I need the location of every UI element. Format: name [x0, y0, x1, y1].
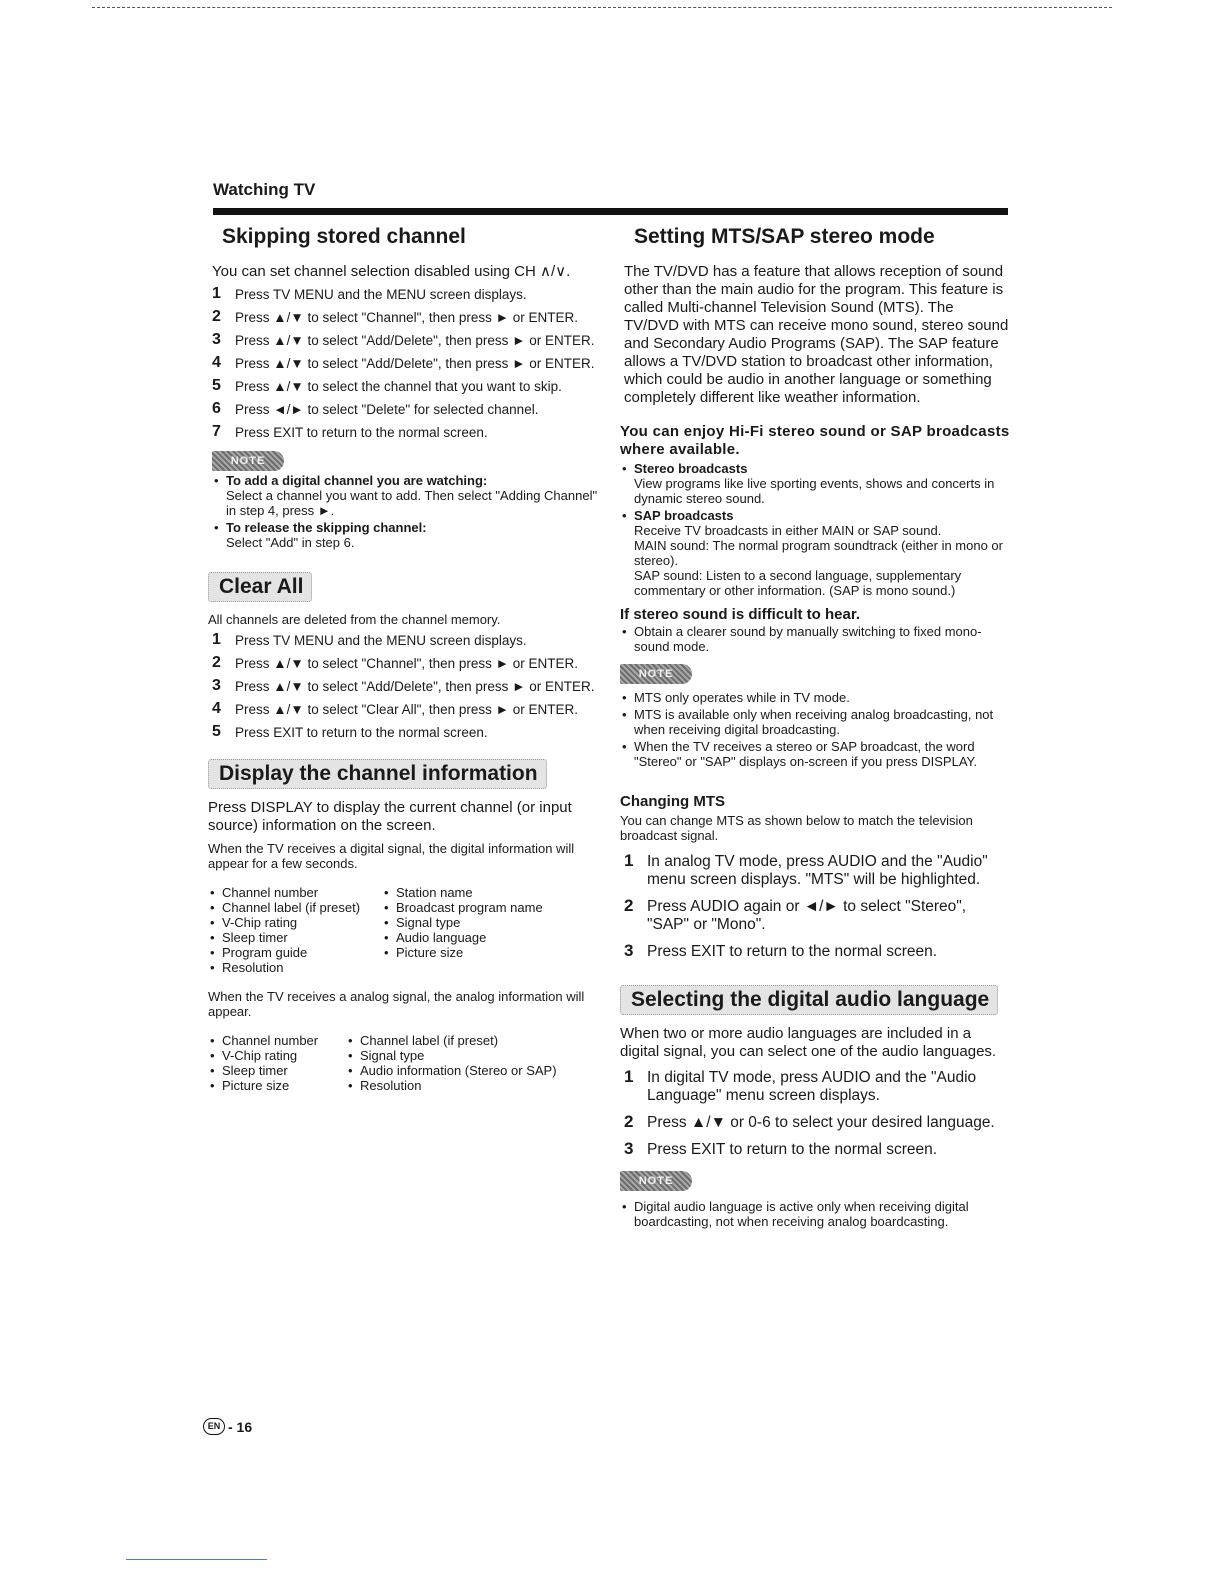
digital-info-text: When the TV receives a digital signal, the digital information will appear for a few seconds.	[208, 841, 575, 871]
note-item: • When the TV receives a stereo or SAP broadcast, the word "Stereo" or "SAP" displays on-screen if you press DISPLAY.	[620, 739, 1012, 769]
difficult-list	[620, 624, 1012, 654]
display-info-title: Display the channel information	[208, 759, 547, 789]
skip-step: 4 Press ▲/▼ to select "Add/Delete", then press ► or ENTER.	[212, 354, 595, 371]
clear-steps	[208, 633, 601, 741]
broadcast-types-list	[620, 461, 1012, 598]
note-badge-icon: NOTE	[212, 451, 284, 471]
skip-step: 1 Press TV MENU and the MENU screen displays.	[212, 285, 527, 302]
changing-step: 2 Press AUDIO again or ◄/► to select "Stereo", "SAP" or "Mono".	[624, 896, 967, 933]
difficult-heading: If stereo sound is difficult to hear.	[620, 606, 861, 623]
list-item: • Obtain a clearer sound by manually switching to fixed mono-sound mode.	[620, 624, 1012, 654]
page-footer	[203, 1418, 252, 1435]
mts-note-list	[620, 690, 1012, 769]
skip-step: 5 Press ▲/▼ to select the channel that you want to skip.	[212, 377, 562, 394]
list-item: • Broadcast program name	[382, 900, 582, 915]
bottom-link-line	[126, 1559, 267, 1560]
top-dashed-line	[92, 7, 1112, 8]
clear-step: 2 Press ▲/▼ to select "Channel", then press ► or ENTER.	[212, 654, 579, 671]
list-item: • SAP broadcasts Receive TV broadcasts in either MAIN or SAP sound. MAIN sound: The normal program soundtrack (either in mono or stereo). SAP sound: Listen to a second language, supplementary commentary or other information. (SAP is mono sound.)	[620, 508, 1012, 598]
changing-mts-intro: You can change MTS as shown below to match the television broadcast signal.	[620, 813, 973, 843]
list-item: • Audio language	[382, 930, 582, 945]
changing-step: 1 In analog TV mode, press AUDIO and the "Audio" menu screen displays. "MTS" will be highlighted.	[624, 851, 988, 888]
list-item: • Signal type	[346, 1048, 586, 1063]
skip-step: 6 Press ◄/► to select "Delete" for selected channel.	[212, 400, 539, 417]
en-language-icon: EN	[203, 1418, 225, 1435]
note-badge-icon: NOTE	[620, 1171, 692, 1191]
language-step: 3 Press EXIT to return to the normal screen.	[624, 1139, 938, 1158]
skip-step: 3 Press ▲/▼ to select "Add/Delete", then press ► or ENTER.	[212, 331, 595, 348]
analog-info-col2	[346, 1033, 586, 1093]
note-item: • MTS only operates while in TV mode.	[620, 690, 1012, 705]
list-item: • Channel label (if preset)	[208, 900, 380, 915]
list-item: • Audio information (Stereo or SAP)	[346, 1063, 586, 1078]
skip-intro: You can set channel selection disabled using CH ∧/∨.	[212, 263, 571, 280]
clear-step: 5 Press EXIT to return to the normal screen.	[212, 723, 488, 740]
changing-mts-steps	[620, 853, 1012, 961]
list-item: • Channel number	[208, 1033, 344, 1048]
header-rule	[213, 208, 1008, 215]
analog-info-col1	[208, 1033, 344, 1093]
language-note-list	[620, 1199, 1012, 1229]
digital-info-grid	[208, 885, 601, 975]
display-intro: Press DISPLAY to display the current channel (or input source) information on the screen.	[208, 799, 572, 834]
list-item: • Picture size	[382, 945, 582, 960]
section-header: Watching TV	[213, 180, 316, 199]
list-item: • Resolution	[346, 1078, 586, 1093]
list-item: • Station name	[382, 885, 582, 900]
list-item: • V-Chip rating	[208, 915, 380, 930]
skip-note-list	[208, 473, 601, 550]
audio-language-intro: When two or more audio languages are included in a digital signal, you can select one of the audio languages.	[620, 1025, 997, 1060]
note-item: • Digital audio language is active only when receiving digital boardcasting, not when receiving analog boardcasting.	[620, 1199, 1012, 1229]
language-step: 1 In digital TV mode, press AUDIO and the "Audio Language" menu screen displays.	[624, 1067, 977, 1104]
audio-language-steps	[620, 1069, 1012, 1159]
list-item: • Resolution	[208, 960, 380, 975]
skip-steps	[208, 287, 601, 441]
language-step: 2 Press ▲/▼ or 0-6 to select your desired language.	[624, 1112, 995, 1131]
skip-step: 7 Press EXIT to return to the normal screen.	[212, 423, 488, 440]
list-item: • Channel label (if preset)	[346, 1033, 586, 1048]
note-item: • To add a digital channel you are watching: Select a channel you want to add. Then select "Adding Channel" in step 4, press ►.	[212, 473, 601, 518]
left-column	[208, 225, 601, 1093]
clear-step: 1 Press TV MENU and the MENU screen displays.	[212, 631, 527, 648]
audio-language-title: Selecting the digital audio language	[620, 985, 998, 1015]
note-item: • MTS is available only when receiving analog broadcasting, not when receiving digital broadcasting.	[620, 707, 1012, 737]
digital-info-col1	[208, 885, 380, 975]
digital-info-col2	[382, 885, 582, 975]
changing-step: 3 Press EXIT to return to the normal screen.	[624, 941, 938, 960]
skip-step: 2 Press ▲/▼ to select "Channel", then press ► or ENTER.	[212, 308, 579, 325]
hifi-heading: You can enjoy Hi-Fi stereo sound or SAP broadcasts where available.	[620, 423, 1010, 458]
right-column	[620, 225, 1012, 1231]
list-item: • Stereo broadcasts View programs like live sporting events, shows and concerts in dynamic stereo sound.	[620, 461, 1012, 506]
note-badge-icon: NOTE	[620, 664, 692, 684]
page-number: - 16	[228, 1418, 253, 1435]
list-item: • Picture size	[208, 1078, 344, 1093]
list-item: • V-Chip rating	[208, 1048, 344, 1063]
analog-info-grid	[208, 1033, 601, 1093]
clear-all-title: Clear All	[208, 572, 312, 602]
changing-mts-heading: Changing MTS	[620, 793, 725, 810]
analog-info-text: When the TV receives a analog signal, the analog information will appear.	[208, 989, 585, 1019]
mts-intro: The TV/DVD has a feature that allows reception of sound other than the main audio for the program. This feature is called Multi-channel Television Sound (MTS). The TV/DVD with MTS can receive mono sound, stereo sound and Secondary Audio Programs (SAP). The SAP feature allows a TV/DVD station to broadcast other information, which could be audio in another language or something completely different like weather information.	[624, 263, 1009, 406]
clear-step: 3 Press ▲/▼ to select "Add/Delete", then press ► or ENTER.	[212, 677, 595, 694]
list-item: • Signal type	[382, 915, 582, 930]
list-item: • Channel number	[208, 885, 380, 900]
list-item: • Program guide	[208, 945, 380, 960]
mts-title: Setting MTS/SAP stereo mode	[634, 225, 935, 248]
list-item: • Sleep timer	[208, 1063, 344, 1078]
note-item: • To release the skipping channel: Select "Add" in step 6.	[212, 520, 601, 550]
skip-title: Skipping stored channel	[222, 225, 466, 248]
clear-step: 4 Press ▲/▼ to select "Clear All", then press ► or ENTER.	[212, 700, 579, 717]
list-item: • Sleep timer	[208, 930, 380, 945]
clear-intro: All channels are deleted from the channel memory.	[208, 612, 501, 627]
